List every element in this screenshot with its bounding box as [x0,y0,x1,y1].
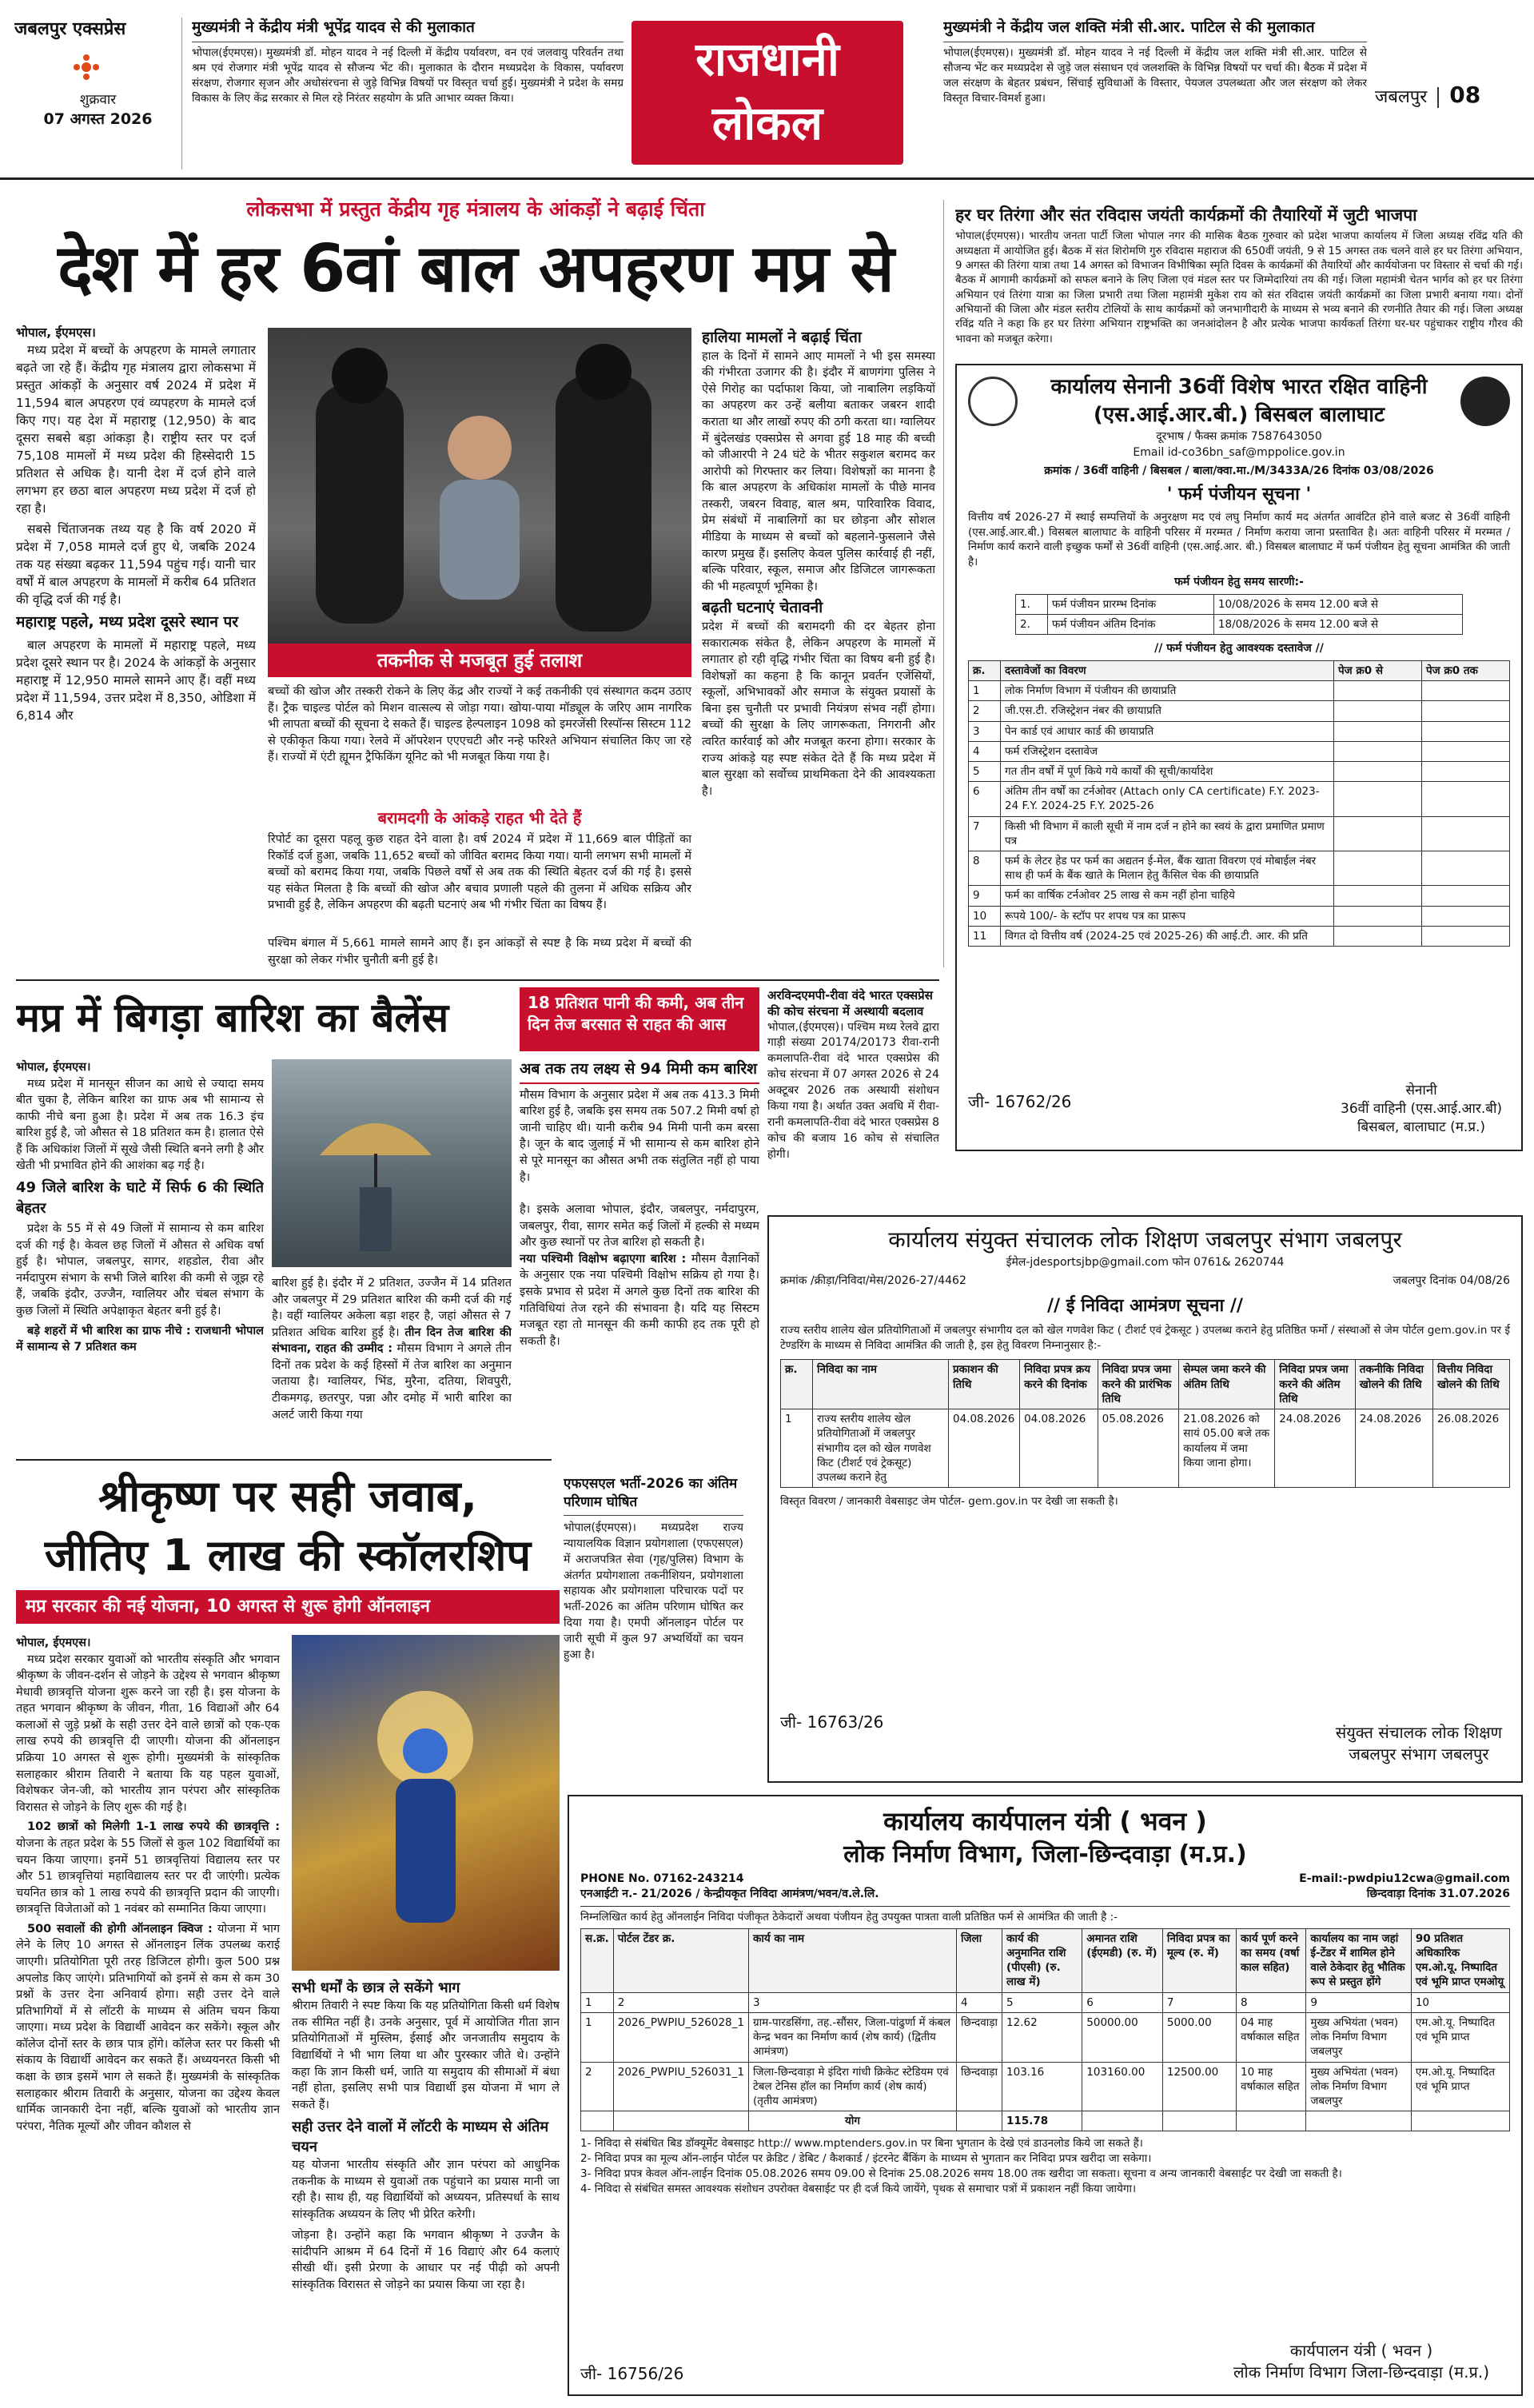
ad3-note-3: 3- निविदा प्रपत्र केवल ऑन-लाईन दिनांक 05.08.2026 समय 09.00 से दिनांक 25.08.2026 समय 18.00 तक खरीदा जा सकता। सूचना व अन्य जानकारी वेबसाईट पर देखी जा सकती है। [580,2167,1342,2181]
ad3-note-2: 2- निविदा प्रपत्र का मूल्य ऑन-लाईन पोर्टल पर क्रेडिट / डेबिट / कैशकार्ड / इंटरनेट बैंकिंग के माध्यम से भुगतान कर निविदा प्रपत्र खरीदा जा सकेगा। [580,2152,1152,2166]
krishna-dateline: भोपाल, ईएमएस। [16,1637,91,1649]
krishna-headline-1: श्रीकृष्ण पर सही जवाब, [98,1471,477,1521]
issue-day: शुक्रवार [79,91,117,108]
issue-date: 07 अगस्त 2026 [43,110,153,128]
ad2-ref-date: जबलपुर दिनांक 04/08/26 [1393,1274,1510,1288]
lead-kicker: लोकसभा में प्रस्तुत केंद्रीय गृह मंत्रालय के आंकड़ों ने बढ़ाई चिंता [246,197,705,221]
recovery-text: रिपोर्ट का दूसरा पहलू कुछ राहत देने वाला है। वर्ष 2024 में प्रदेश में 11,669 बाल पीड़ितों का रिकॉर्ड दर्ज हुआ, जबकि 11,652 बच्चों को जीवित बरामद किया गया। यानी लगभग सभी मामलों में बच्चों को बरामद किया गया, जबकि पिछले वर्षों से अब तक की स्थिति बेहतर दर्ज की गई है। इससे यह संकेत मिलता है कि बच्चों की खोज और बचाव प्रणाली पहले की तुलना में अधिक सक्रिय और प्रभावी हुई है, लेकिन अपहरण की बढ़ती घटनाएं अब भी गंभीर चिंता का विषय हैं। [268,833,691,912]
ad3-note-4: 4- निविदा से संबंधित समस्त आवश्यक संशोधन उपरोक्त वेबसाईट पर ही दर्ज किये जायेंगे, पृथक से समाचार पत्रों में प्रकाशन नहीं किया जायेगा। [580,2183,1137,2196]
rain-para1: मध्य प्रदेश में मानसून सीजन का आधे से ज्यादा समय बीत चुका है, लेकिन बारिश का ग्राफ अब भी सामान्य से काफी नीचे बना हुआ है। प्रदेश में अब तक 16.3 इंच बारिश हुई है, जो औसत से 18 प्रतिशत कम है। हालात ऐसे हैं कि अधिकांश जिलों में सूखे जैसी स्थिति बनने लगी है और खेती भी प्रभावित होने की आशंका बढ़ गई है। [16,1077,264,1173]
ad3-table [580,1928,1510,2132]
table-row: 10 रूपये 100/- के स्टॉप पर शपथ पत्र का प्रारूप [969,906,1510,926]
warning-sub: बढ़ती घटनाएं चेतावनी [702,599,823,617]
table-row: 2 जी.एस.टी. रजिस्ट्रेशन नंबर की छायाप्रति [969,701,1510,721]
recent-sub: हालिया मामलों ने बढ़ाई चिंता [702,329,862,346]
tiranga-story [955,204,1523,356]
krishna-sub3: सभी धर्मों के छात्र ले सकेंगे भाग [292,1979,460,1996]
ad1-schedule-table [1015,594,1463,635]
rain-col1 [16,1059,264,1451]
lead-para2: सबसे चिंताजनक तथ्य यह है कि वर्ष 2020 में प्रदेश में 7,058 मामले दर्ज हुए थे, जबकि 2024 तक यह संख्या बढ़कर 11,594 पहुंच गई। यानी चार वर्षों में बाल अपहरण के मामलों में करीब 64 प्रतिशत की वृद्धि दर्ज की गई है। [16,522,256,607]
ad-pwd-tender [568,1795,1523,2396]
krishna-para5: यह योजना भारतीय संस्कृति और ज्ञान परंपरा को आधुनिक तकनीक के माध्यम से युवाओं तक पहुंचाने का प्रयास मानी जा रही है। साथ ही, यह विद्यार्थियों को अध्ययन, प्रतिस्पर्धा के साथ सांस्कृतिक अध्ययन के लिए भी प्रेरित करेगी। [292,2158,560,2221]
lead-bottom-row: पश्चिम बंगाल में 5,661 मामले सामने आए हैं। इन आंकड़ों से स्पष्ट है कि मध्य प्रदेश में बच्चों की सुरक्षा को लेकर गंभीर चुनौती बनी हुई है। [268,937,691,967]
section-title-1: राजधानी [695,32,839,86]
table-row: 1 लोक निर्माण विभाग में पंजीयन की छायाप्रति [969,681,1510,701]
ad2-number: जी- 16763/26 [780,1712,884,1732]
krishna-photo [292,1635,560,1971]
fsl-brief [564,1475,743,1783]
rain-col2b: मौसम विभाग ने अगले तीन दिनों तक प्रदेश के कई हिस्सों में तेज बारिश का अनुमान जताया है। ग्वालियर, भिंड, मुरैना, दतिया, शिवपुरी, टीकमगढ़, छतरपुर, पन्ना और दमोह में भारी बारिश का अलर्ट जारी किया गया [272,1342,512,1421]
krishna-para4: श्रीराम तिवारी ने स्पष्ट किया कि यह प्रतियोगिता किसी धर्म विशेष तक सीमित नहीं है। उनके अनुसार, पूर्व में आयोजित गीता ज्ञान प्रतियोगिताओं में मुस्लिम, ईसाई और जनजातीय समुदाय के विद्यार्थियों ने भी भाग लिया था और पुरस्कार जीते थे। उन्होंने कहा कि ज्ञान किसी धर्म, जाति या समुदाय की सीमाओं में बंधा नहीं होता, इसलिए सभी पात्र विद्यार्थी इस योजना में भाग ले सकते हैं। [292,1999,560,2111]
lead-sub1: महाराष्ट्र पहले, मध्य प्रदेश दूसरे स्थान पर [16,613,239,631]
ad1-sign2: 36वीं वाहिनी (एस.आई.आर.बी) [1341,1101,1502,1118]
rain-col2 [272,1275,512,1451]
table-row: 9 फर्म का वार्षिक टर्नओवर 25 लाख से कम नहीं होना चाहिये [969,886,1510,906]
krishna-para3: योजना में भाग लेने के लिए 10 अगस्त से ऑनलाइन लिंक उपलब्ध कराई जाएगी। प्रतियोगिता पूरी तरह डिजिटल होगी। कुल 500 प्रश्न अपलोड किए जाएंगे। प्रतिभागियों को इनमें से कम से कम 30 प्रश्नों के उत्तर देना अनिवार्य होगा। सही उत्तर देने वाले प्रतिभागियों में से लॉटरी के माध्यम से अंतिम चयन किया जाएगा। मध्य प्रदेश के विद्यार्थी आवेदन कर सकेंगे। स्कूल और कॉलेज दोनों स्तर के छात्र पात्र होंगे। कॉलेज स्तर पर किसी भी संकाय के विद्यार्थी आवेदन कर सकते हैं। अध्ययनरत किसी भी कक्षा के छात्र इसमें भाग ले सकते हैं। मुख्यमंत्री के सांस्कृतिक सलाहकार श्रीराम तिवारी के अनुसार, योजना का उद्देश्य केवल धार्मिक जानकारी देना नहीं, बल्कि युवाओं को भारतीय ज्ञान परंपरा, नैतिक मूल्यों और जीवन कौशल से [16,1922,280,2133]
ad1-body: वित्तीय वर्ष 2026-27 में स्थाई सम्पत्तियों के अनुरक्षण मद एवं लघु निर्माण कार्य मद अंतर्गत आवंटित होने वाले बजट से 36वीं वाहिनी (एस.आई.आर.बी.) विसबल बालाघाट के वाहिनी परिसर में मरम्मत / निर्माण कराया जाना प्रस्तावित है। अतः वाहिनी परिसर में मरम्मत / निर्माण कार्य कराने वाली इच्छुक फर्मों से 36वीं वाहिनी (एस.आई.आर. बी.) विसबल बालाघाट में फर्म पंजीयन हेतु सूचना आमंत्रित की जाती है। [968,510,1510,569]
ad2-body: राज्य स्तरीय शालेय खेल प्रतियोगिताओं में जबलपुर संभागीय दल को खेल गणवेश किट ( टीशर्ट एवं ट्रेकसूट ) उपलब्ध कराने हेतु प्रतिष्ठित फर्मो / संस्थाओं से जेम पोर्टल gem.gov.in पर ई टेण्डरिंग के माध्यम से निविदा आमंत्रित की जाती है, इस हेतु विवरण निम्नानुसार है:- [780,1323,1510,1352]
rain-headline: मप्र में बिगड़ा बारिश का बैलेंस [16,995,449,1041]
ad2-sign2: जबलपुर संभाग जबलपुर [1349,1744,1489,1764]
ad-sirb-notice [955,364,1523,1151]
ad1-number: जी- 16762/26 [968,1092,1072,1111]
ad3-ref: एनआईटी न.- 21/2026 / केन्द्रीयकृत निविदा आमंत्रण/भवन/व.ले.लि. [580,1888,879,1901]
ad3-email: E-mail:-pwdpiu12cwa@gmail.com [1299,1872,1510,1885]
lead-headline: देश में हर 6वां बाल अपहरण मप्र से [58,231,894,307]
tiranga-headline: हर घर तिरंगा और संत रविदास जयंती कार्यक्रमों की तैयारियों में जुटी भाजपा [955,205,1417,225]
table-row: 8 फर्म के लेटर हेड पर फर्म का अद्यतन ई-मेल, बैंक खाता विवरण एवं मोबाईल नंबर साथ ही फर्म के बैंक खाते के मिलान हेतु कैंसिल चेक की छायाप्रति [969,851,1510,886]
ad1-phone: दूरभाष / फैक्स क्रमांक 7587643050 [1156,430,1322,444]
tech-text: बच्चों की खोज और तस्करी रोकने के लिए केंद्र और राज्यों ने कई तकनीकी एवं संस्थागत कदम उठाए हैं। ट्रैक चाइल्ड पोर्टल को मिशन वात्सल्य से जोड़ा गया। खोया-पाया मॉड्यूल के जरिए आम नागरिक भी लापता बच्चों की सूचना दे सकते हैं। चाइल्ड हेल्पलाइन 1098 को इमरजेंसी रिस्पॉन्स सिस्टम 112 से एकीकृत किया गया। रेलवे में ऑपरेशन एएएचटी और नन्हे फरिश्ते अभियान संचालित किए जा रहे हैं। राज्यों में एंटी ह्यूमन ट्रैफिकिंग यूनिट को भी मजबूत किया गया है। [268,685,691,764]
ad1-ref: क्रमांक / 36वीं वाहिनी / बिसबल / बाला/क्वा.मा./M/3433A/26 दिनांक 03/08/2026 [1044,464,1434,478]
krishna-headline-2: जीतिए 1 लाख की स्कॉलरशिप [44,1530,532,1581]
ad1-title2: (एस.आई.आर.बी.) बिसबल बालाघाट [1093,403,1385,428]
kidnap-illustration-icon [268,328,691,664]
folio-city: जबलपुर [1375,87,1428,107]
rain-col3c: मौसम वैज्ञानिकों के अनुसार एक नया पश्चिमी विक्षोभ सक्रिय हो गया है। इसके प्रभाव से प्रदेश में अगले कुछ दिनों तक बारिश की गतिविधियां तेज रहने की संभावना है। यदि यह सिस्टम मजबूत रहा तो मानसून की कमी काफी हद तक पूरी हो सकती है। [520,1252,759,1348]
krishna-para2: योजना के तहत प्रदेश के 55 जिलों से कुल 102 विद्यार्थियों का चयन किया जाएगा। इनमें 51 छात्रवृत्तियां विद्यालय स्तर पर और 51 छात्रवृत्तियां महाविद्यालय स्तर पर दी जाएंगी। प्रत्येक चयनित छात्र को 1 लाख रुपये की छात्रवृत्ति प्रदान की जाएगी। छात्रवृत्ति विजेताओं को 1 नवंबर को सम्मानित किया जाएगा। [16,1836,280,1916]
krishna-sub4: सही उत्तर देने वालों में लॉटरी के माध्यम से अंतिम चयन [292,2119,549,2155]
rain-para3: बड़े शहरों में भी बारिश का ग्राफ नीचे : राजधानी भोपाल में सामान्य से 7 प्रतिशत कम [16,1324,264,1354]
folio-page: 08 [1449,82,1481,108]
table-row: 2 2026_PWPIU_526031_1 जिला-छिन्दवाड़ा मे इंदिरा गांधी क्रिकेट स्टेडियम एवं टेबल टेनिस हॉल का निर्माण कार्य (शेष कार्य) (तृतीय आमंत्रण) छिन्दवाड़ा 103.16 103160.00 12500.00 10 माह वर्षाकाल सहित मुख्य अभियंता (भवन) लोक निर्माण विभाग जबलपुर एम.ओ.यू. निष्पादित एवं भूमि प्राप्त [581,2062,1510,2111]
ad1-email: Email id-co36bn_saf@mppolice.gov.in [1133,445,1345,459]
table-row: 1 राज्य स्तरीय शालेय खेल प्रतियोगिताओं में जबलपुर संभागीय दल को खेल गणवेश किट (टीशर्ट एवं ट्रेकसूट) उपलब्ध कराने हेतु 04.08.2026 04.08.2026 05.08.2026 21.08.2026 को सायं 05.00 बजे तक कार्यालय में जमा किया जाना होगा। 24.08.2026 24.08.2026 26.08.2026 [781,1409,1510,1488]
tiranga-text: भोपाल(ईएमएस)। भारतीय जनता पार्टी जिला भोपाल नगर की मासिक बैठक गुरुवार को प्रदेश भाजपा कार्यालय में जिला अध्यक्ष रविंद्र यति की अध्यक्षता में आयोजित हुई। बैठक में संत शिरोमणि गुरु रविदास महाराज की 650वीं जयंती, 9 से 15 अगस्त तक चलने वाले हर घर तिरंगा अभियान, 9 अगस्त की तिरंगा यात्रा तथा 14 अगस्त को विभाजन विभीषिका स्मृति दिवस के कार्यक्रमों की तैयारियों और कार्ययोजना पर विस्तार से चर्चा की गई। बैठक में आगामी कार्यक्रमों को सफल बनाने के लिए जिला एवं मंडल स्तर पर जिम्मेदारियां तय की गई। जिला महामंत्री चेतन भार्गव को हर घर तिरंगा अभियान एवं तिरंगा यात्रा का जिला प्रभारी तथा जिला महामंत्री मुकेश राय को संत रविदास जयंती कार्यक्रमों का जिला प्रभारी बनाया गया। दोनों अभियानों की जिला और मंडल स्तरीय टोलियों के साथ कार्यक्रमों को जनभागीदारी के माध्यम से भव्य बनाने की रणनीति तैयार की गई। जिला अध्यक्ष रविंद्र यति ने कहा कि हर घर तिरंगा अभियान राष्ट्रभक्ति का जनआंदोलन है और प्रत्येक भाजपा कार्यकर्ता तिरंगा घर-घर पहुंचाकर राष्ट्रीय गौरव की भावना को मजबूत करेगा। [955,230,1523,345]
ad1-docs-table [968,660,1510,947]
table-header: क्र. निविदा का नाम प्रकाशन की तिथि निविदा प्रपत्र क्रय करने की दिनांक निविदा प्रपत्र जमा करने की प्रारंभिक तिथि सेम्पल जमा करने की अंतिम तिथि निविदा प्रपत्र जमा करने की अंतिम तिथि तकनीकि निविदा खोलने की तिथि वित्तीय निविदा खोलने की तिथि [781,1360,1510,1409]
krishna-para6: जोड़ना है। उन्होंने कहा कि भगवान श्रीकृष्ण ने उज्जैन के सांदीपनि आश्रम में 64 दिनों में 16 विद्याएं और 64 कलाएं सीखी थीं। इसी प्रेरणा के आधार पर नई पीढ़ी को अपनी सांस्कृतिक विरासत से जोड़ने का प्रयास किया जा रहा है। [292,2229,560,2291]
table-header: क्र. दस्तावेजों का विवरण पेज क्र0 से पेज क्र0 तक [969,660,1510,680]
ad3-ref-date: छिन्दवाड़ा दिनांक 31.07.2026 [1366,1888,1510,1901]
brief-right-text: भोपाल(ईएमएस)। मुख्यमंत्री डॉ. मोहन यादव ने नई दिल्ली में केंद्रीय जल शक्ति मंत्री सी.आर. पाटिल से सौजन्य भेंट कर मध्यप्रदेश से जुड़े जल संसाधन एवं जलशक्ति के विभिन्न विषयों पर चर्चा की। बैठक में प्रदेश में जल संरक्षण के बेहतर प्रबंधन, सिंचाई सुविधाओं के विस्तार, पेयजल उपलब्धता और जल संरक्षण को लेकर विस्तृत विचार-विमर्श हुआ। [943,46,1367,106]
police-emblem-icon [968,377,1018,426]
rain-dateline: भोपाल, ईएमएस। [16,1061,91,1074]
masthead [0,0,1534,180]
ad1-notice: ' फर्म पंजीयन सूचना ' [1166,484,1312,504]
ad2-contact: ईमेल-jdesportsjbp@gmail.com फोन 0761& 2620744 [1006,1255,1285,1269]
lead-col1 [16,324,256,967]
lead-para3: बाल अपहरण के मामलों में महाराष्ट्र पहले, मध्य प्रदेश दूसरे स्थान पर है। 2024 के आंकड़ों के अनुसार महाराष्ट्र में 12,950 मामले सामने आए हैं। वहीं मध्य प्रदेश में 11,594, उत्तर प्रदेश में 8,350, ओडिशा में 6,814 और [16,637,256,723]
rain-col3b: है। इसके अलावा भोपाल, इंदौर, जबलपुर, नर्मदापुरम, जबलपुर, रीवा, सागर समेत कई जिलों में हल्की से मध्यम और कुछ स्थानों पर तेज बारिश हो सकती है। [520,1203,759,1250]
rain-para2: प्रदेश के 55 में से 49 जिलों में सामान्य से कम बारिश दर्ज की गई है। केवल छह जिलों में औसत से अधिक वर्षा हुई है। भोपाल, जबलपुर, सागर, शहडोल, रीवा और नर्मदापुरम संभाग के सभी जिले बारिश की कमी से जूझ रहे हैं, जबकि इंदौर, उज्जैन, ग्वालियर और चंबल संभाग के कुछ जिलों में स्थिति अपेक्षाकृत बेहतर बनी हुई है। [16,1222,264,1318]
ad3-title2: लोक निर्माण विभाग, जिला-छिन्दवाड़ा (म.प्र.) [843,1840,1247,1869]
kidnap-photo [268,328,691,664]
table-total-row: योग 115.78 [581,2111,1510,2131]
section-badge [632,21,903,165]
lead-col3 [702,328,935,971]
brief-left [192,18,624,169]
krishna-col1 [16,1635,280,2398]
krishna-sub2: 500 सवालों की होगी ऑनलाइन क्विज : [27,1922,213,1936]
ad3-note-1: 1- निविदा से संबंधित बिड डॉक्यूमेंट वेबसाइट http:// www.mptenders.gov.in पर बिना भुगतान के देखे एवं डाउनलोड किये जा सकते हैं। [580,2137,1143,2151]
krishna-story [16,1467,560,2398]
rain-sub3: अब तक तय लक्ष्य से 94 मिमी कम बारिश [520,1059,759,1084]
ad3-notes [580,2136,1510,2197]
rain-photo [272,1059,512,1267]
ad2-table [780,1359,1510,1488]
table-row: 11 विगत दो वित्तीय वर्ष (2024-25 एवं 2025-26) की आई.टी. आर. की प्रति [969,926,1510,946]
paper-name: जबलपुर एक्सप्रेस [14,19,126,39]
recovery-sub: बरामदगी के आंकड़े राहत भी देते हैं [377,808,582,827]
table-row: 1. फर्म पंजीयन प्रारम्भ दिनांक 10/08/2026 के समय 12.00 बजे से [1016,594,1463,614]
ad3-sign1: कार्यपालन यंत्री ( भवन ) [1289,2341,1433,2360]
ad2-ref: क्रमांक /क्रीड़ा/निविदा/मेस/2026-27/4462 [780,1274,966,1288]
rain-sub1: 49 जिले बारिश के घाटे में सिर्फ 6 की स्थिति बेहतर [16,1179,264,1217]
force-emblem-icon [1460,377,1510,426]
ad2-footer: विस्तृत विवरण / जानकारी वेबसाइट जेम पोर्टल- gem.gov.in पर देखी जा सकती है। [780,1495,1118,1509]
train-head: अरविन्दएमपी-रीवा वंदे भारत एक्सप्रेस की कोच संरचना में अस्थायी बदलाव [767,988,933,1019]
table-row: 1 2026_PWPIU_526028_1 ग्राम-पारडसिंगा, तह.-सौंसर, जिला-पांढुर्णा में कंबल केन्द्र भवन का निर्माण कार्य (शेष कार्य) (द्वितीय आमंत्रण) छिन्दवाड़ा 12.62 50000.00 5000.00 04 माह वर्षाकाल सहित मुख्य अभियंता (भवन) लोक निर्माण विभाग जबलपुर एम.ओ.यू. निष्पादित एवं भूमि प्राप्त [581,2012,1510,2062]
brief-left-title: मुख्यमंत्री ने केंद्रीय मंत्री भूपेंद्र यादव से की मुलाकात [192,18,624,42]
ad3-intro: निम्नलिखित कार्य हेतु ऑनलाईन निविदा पंजीकृत ठेकेदारों अथवा पंजीयन हेतु उपयुक्त पात्रता वाली प्रतिष्ठित फर्म से आमंत्रित की जाती है :- [580,1910,1118,1924]
ad2-sign1: संयुक्त संचालक लोक शिक्षण [1335,1723,1502,1742]
page-folio [1375,80,1527,120]
train-text: भोपाल,(ईएमएस)। पश्चिम मध्य रेलवे द्वारा गाड़ी संख्या 20174/20173 रीवा-रानी कमलापति-रीवा वंदे भारत एक्सप्रेस की कोच संरचना में 07 अगस्त 2026 से 24 अक्टूबर 2026 तक अस्थायी संशोधन किया गया है। अर्थात उक्त अवधि में रीवा-रानी कमलापति-रीवा वंदे भारत एक्सप्रेस 8 कोच की बजाय 16 कोच से संचालित होगी। [767,1020,939,1161]
rain-sub4: नया पश्चिमी विक्षोभ बढ़ाएगा बारिश : [520,1252,687,1266]
table-row: 2. फर्म पंजीयन अंतिम दिनांक 18/08/2026 के समय 12.00 बजे से [1016,615,1463,635]
paper-brand [14,18,182,169]
logo-icon [70,51,102,83]
brief-right-title: मुख्यमंत्री ने केंद्रीय जल शक्ति मंत्री सी.आर. पाटिल से की मुलाकात [943,18,1367,42]
umbrella-icon [272,1059,512,1267]
ad3-sign2: लोक निर्माण विभाग जिला-छिन्दवाड़ा (म.प्र.) [1233,2362,1489,2382]
krishna-para1: मध्य प्रदेश सरकार युवाओं को भारतीय संस्कृति और भगवान श्रीकृष्ण के जीवन-दर्शन से जोड़ने के उद्देश्य से भगवान श्रीकृष्ण मेधावी छात्रवृत्ति योजना शुरू करने जा रही है। इस योजना के तहत भगवान श्रीकृष्ण के जीवन, गीता, 16 विद्याओं और 64 कलाओं से जुड़े प्रश्नों के सही उत्तर देने वाले छात्रों को एक-एक लाख रुपये की छात्रवृत्ति दी जाएगी। योजना की ऑनलाइन प्रक्रिया 10 अगस्त से शुरू होगी। मुख्यमंत्री के सांस्कृतिक सलाहकार श्रीराम तिवारी ने बताया कि यह पहल युवाओं, विशेषकर जेन-जी, को भारतीय ज्ञान परंपरा और सांस्कृतिक विरासत से जोड़ने के लिए शुरू की गई है। [16,1653,280,1814]
tech-band: तकनीक से मजबूत हुई तलाश [268,644,691,677]
ad1-sign1: सेनानी [1405,1082,1437,1099]
ad2-notice: // ई निविदा आमंत्रण सूचना // [1047,1295,1243,1316]
lead-para1: मध्य प्रदेश में बच्चों के अपहरण के मामले लगातार बढ़ते जा रहे हैं। केंद्रीय गृह मंत्रालय द्वारा लोकसभा में प्रस्तुत आंकड़ों के अनुसार वर्ष 2024 में प्रदेश में 11,594 बाल अपहरण एवं व्यपहरण के मामले दर्ज किए गए। यह देश में महाराष्ट्र (12,950) के बाद दूसरा सबसे बड़ा आंकड़ा है। राष्ट्रीय स्तर पर दर्ज 75,108 मामलों में मध्य प्रदेश की हिस्सेदारी 15 प्रतिशत से अधिक है। यानी देश में दर्ज होने वाले लगभग हर छठा बाल अपहरण मध्य प्रदेश में दर्ज हो रहा है। [16,343,256,516]
lead-story [16,196,935,971]
table-row: 7 किसी भी विभाग में काली सूची में नाम दर्ज न होने का स्वयं के द्वारा प्रमाणित प्रमाण पत्र [969,816,1510,851]
ad1-docs-head: // फर्म पंजीयन हेतु आवश्यक दस्तावेज // [1154,642,1324,656]
rain-sub2: तीन दिन तेज बारिश की संभावना, राहत की उम्मीद : [272,1326,512,1356]
table-row: 5 गत तीन वर्षों में पूर्ण किये गये कार्यों की सूची/कार्यादेश [969,761,1510,781]
ad3-number: जी- 16756/26 [580,2364,684,2383]
ad2-title: कार्यालय संयुक्त संचालक लोक शिक्षण जबलपुर संभाग जबलपुर [888,1226,1402,1253]
fsl-head: एफएसएल भर्ती-2026 का अंतिम परिणाम घोषित [564,1475,743,1516]
table-number-row: 1 2 3 4 5 6 7 8 9 10 [581,1992,1510,2012]
krishna-artwork-icon [292,1635,560,1971]
table-row: 6 अंतिम तीन वर्षों का टर्नओवर (Attach only CA certificate) F.Y. 2023-24 F.Y. 2024-25 F.Y. 2025-26 [969,782,1510,816]
ad1-sign3: बिसबल, बालाघाट (म.प्र.) [1357,1119,1486,1136]
ad1-title: कार्यालय सेनानी 36वीं विशेष भारत रक्षित वाहिनी [1050,375,1428,399]
section-title-2: लोकल [711,96,823,150]
ad-education-tender [767,1215,1523,1783]
krishna-band: मप्र सरकार की नई योजना, 10 अगस्त से शुरू होगी ऑनलाइन [16,1590,560,1624]
ad3-title: कार्यालय कार्यपालन यंत्री ( भवन ) [883,1806,1207,1836]
ad1-schedule-head: फर्म पंजीयन हेतु समय सारणी:- [1174,576,1304,589]
fsl-text: भोपाल(ईएमएस)। मध्यप्रदेश राज्य न्यायालयिक विज्ञान प्रयोगशाला (एफएसएल) में अराजपत्रित सेवा (गृह/पुलिस) विभाग के अंतर्गत प्रयोगशाला तकनीशियन, प्रयोगशाला सहायक और प्रयोगशाला परिचारक पदों पर भर्ती-2026 का अंतिम परिणाम घोषित कर दिया गया है। एमपी ऑनलाइन पोर्टल पर जारी सूची में कुल 97 अभ्यर्थियों का चयन हुआ है। [564,1521,743,1661]
table-row: 4 फर्म रजिस्ट्रेशन दस्तावेज [969,741,1510,761]
rain-side-band: 18 प्रतिशत पानी की कमी, अब तीन दिन तेज बरसात से राहत की आस [520,987,759,1051]
brief-left-text: भोपाल(ईएमएस)। मुख्यमंत्री डॉ. मोहन यादव ने नई दिल्ली में केंद्रीय पर्यावरण, वन एवं जलवायु परिवर्तन तथा श्रम एवं रोजगार मंत्री भूपेंद्र यादव से सौजन्य भेंट की। मुलाकात के दौरान मध्यप्रदेश के विकास, पर्यावरण संरक्षण, रोजगार सृजन और अधोसंरचना से जुड़े विभिन्न विषयों पर विस्तृत चर्चा हुई। मुख्यमंत्री ने प्रदेश के समग्र विकास के लिए केंद्र सरकार से मिल रहे निरंतर सहयोग के प्रति आभार व्यक्त किया। [192,46,624,106]
brief-right [943,18,1367,169]
rain-col3a: मौसम विभाग के अनुसार प्रदेश में अब तक 413.3 मिमी बारिश हुई है, जबकि इस समय तक 507.2 मिमी वर्षा हो जानी चाहिए थी। यानी करीब 94 मिमी पानी कम बरसा है। जून के बाद जुलाई में भी सामान्य से कम बारिश होने से पूरे मानसून का औसत अभी तक संतुलित नहीं हो पाया है। [520,1088,759,1184]
krishna-sub1: 102 छात्रों को मिलेगी 1-1 लाख रुपये की छात्रवृत्ति : [27,1820,280,1834]
ad3-phone: PHONE No. 07162-243214 [580,1872,744,1885]
warning-text: प्रदेश में बच्चों की बरामदगी की दर बेहतर होना सकारात्मक संकेत है, लेकिन अपहरण के मामलों में लगातार हो रही वृद्धि गंभीर चिंता का विषय बनी हुई है। विशेषज्ञों का कहना है कि कानून प्रवर्तन एजेंसियों, स्कूलों, अभिभावकों और समाज के संयुक्त प्रयासों के बिना इस चुनौती पर प्रभावी नियंत्रण संभव नहीं होगा। बच्चों की सुरक्षा के लिए जागरूकता, निगरानी और त्वरित कार्रवाई को और मजबूत करना होगा। सरकार के राज्य आंकड़े यह स्पष्ट संकेत देते हैं कि मध्य प्रदेश में बाल सुरक्षा को सर्वोच्च प्राथमिकता देने की आवश्यकता है। [702,620,935,798]
table-row: 3 पेन कार्ड एवं आधार कार्ड की छायाप्रति [969,721,1510,741]
rain-col2a: बारिश हुई है। इंदौर में 2 प्रतिशत, उज्जैन में 14 प्रतिशत और जबलपुर में 29 प्रतिशत बारिश की कमी दर्ज की गई है। वहीं ग्वालियर अकेला बड़ा शहर है, जहां औसत से 7 प्रतिशत अधिक बारिश हुई है। [272,1277,512,1339]
rain-col3 [520,1059,759,1451]
lead-dateline: भोपाल, ईएमएस। [16,325,96,340]
table-header: स.क्र. पोर्टल टेंडर क्र. कार्य का नाम जिला कार्य की अनुमानित राशि (पीएसी) (रु. लाख में) अमानत राशि (ईएमडी) (रु. में) निविदा प्रपत्र का मूल्य (रु. में) कार्य पूर्ण करने का समय (वर्षा काल सहित) कार्यालय का नाम जहां ई-टेंडर में शामिल होने वाले ठेकेदार हेतु भौतिक रूप से प्रस्तुत होंगे 90 प्रतिशत अधिकारिक एम.ओ.यू. निष्पादित एवं भूमि प्राप्त एमओयू [581,1928,1510,1992]
krishna-col2 [292,1979,560,2398]
recent-text: हाल के दिनों में सामने आए मामलों ने भी इस समस्या की गंभीरता उजागर की है। इंदौर में बाणगंगा पुलिस ने ऐसे गिरोह का पर्दाफाश किया, जो नाबालिग लड़कियों का अपहरण कर उन्हें बलीया बताकर जबरन शादी कराता था और लाखों रुपए की ठगी करता था। ग्वालियर में बुंदेलखंड एक्सप्रेस से अगवा हुई 18 माह की बच्ची को जीआरपी ने 24 घंटे के भीतर सकुशल बरामद कर आरोपी को गिरफ्तार कर लिया। विशेषज्ञों का मानना है कि बाल अपहरण के अधिकांश मामलों के पीछे मानव तस्करी, जबरन विवाह, बाल श्रम, पारिवारिक विवाद, प्रेम संबंधों में नाबालिगों का घर छोड़ना और सोशल मीडिया के माध्यम से बच्चों को बहलाने-फुसलाने जैसे कारण प्रमुख हैं। इसलिए केवल पुलिस कार्रवाई ही नहीं, बल्कि परिवार, स्कूल, समाज और डिजिटल जागरूकता की भी महत्वपूर्ण भूमिका है। [702,349,935,593]
